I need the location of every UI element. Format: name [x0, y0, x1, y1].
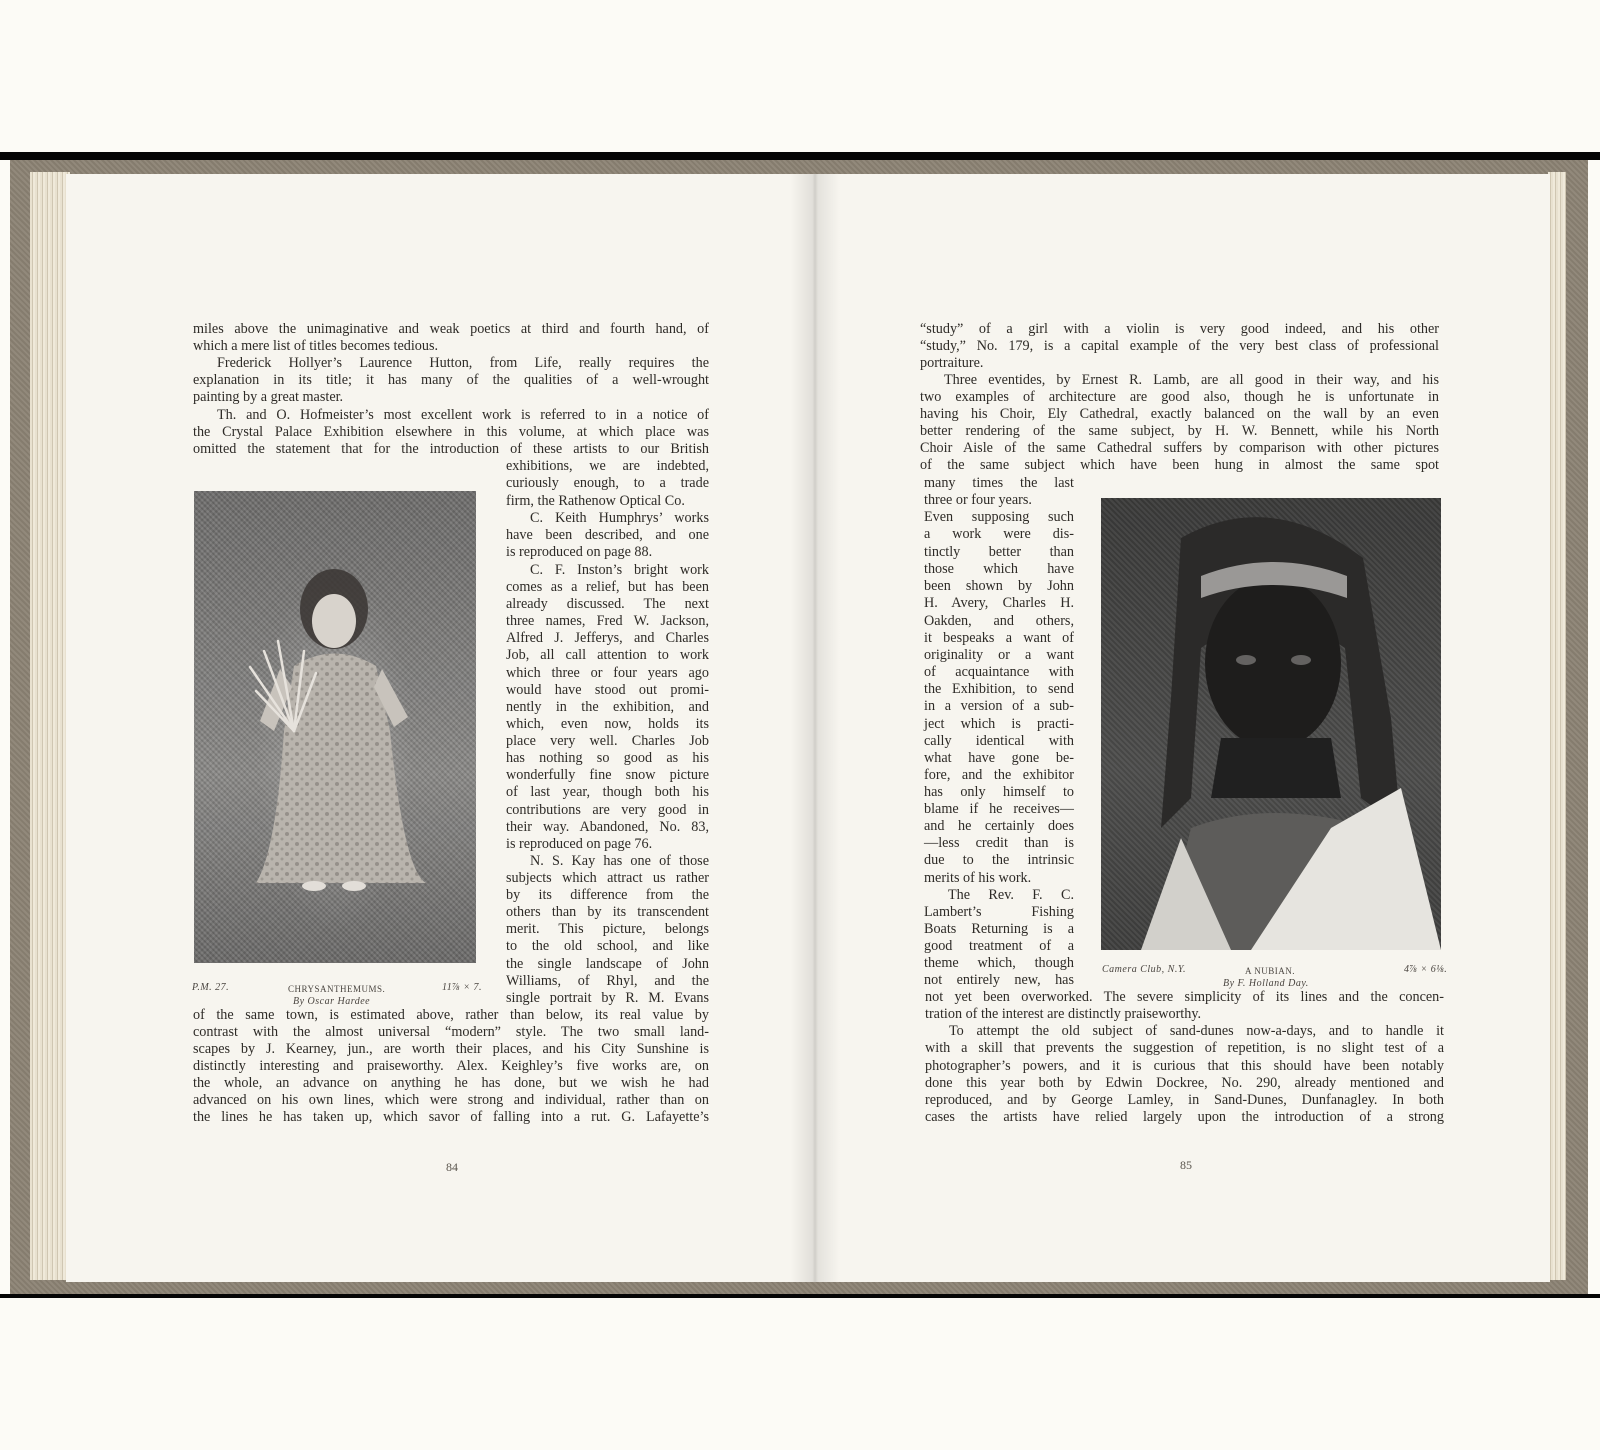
text-line: not entirely new, has	[924, 972, 1074, 988]
text-line: photographer’s powers, and it is curious that this should have been notably	[925, 1058, 1444, 1074]
text-line: cases the artists have relied largely upon the introduction of a strong	[925, 1109, 1444, 1125]
text-line: it bespeaks a want of	[924, 630, 1074, 646]
text-line: Even supposing such	[924, 509, 1074, 525]
text-line: miles above the unimaginative and weak poetics at third and fourth hand, of	[193, 321, 709, 337]
text-line: contributions are very good in	[506, 802, 709, 818]
text-line: which, even now, holds its	[506, 716, 709, 732]
text-line: Williams, of Rhyl, and the	[506, 973, 709, 989]
left-caption-ref: P.M. 27.	[192, 982, 230, 993]
text-line: good treatment of a	[924, 938, 1074, 954]
text-line: painting by a great master.	[193, 389, 344, 405]
text-line: fore, and the exhibitor	[924, 767, 1074, 783]
text-line: the single landscape of John	[506, 956, 709, 972]
text-line: comes as a relief, but has been	[506, 579, 709, 595]
right-caption-author: By F. Holland Day.	[1223, 978, 1309, 989]
text-line: have been described, and one	[506, 527, 709, 543]
left-caption-title: CHRYSANTHEMUMS.	[288, 984, 386, 994]
text-line: the Exhibition, to send	[924, 681, 1074, 697]
text-line: merits of his work.	[924, 870, 1032, 886]
right-caption-ref: Camera Club, N.Y.	[1102, 964, 1186, 975]
right-caption-title: A NUBIAN.	[1245, 966, 1296, 976]
text-line: “study” of a girl with a violin is very good indeed, and his other	[920, 321, 1439, 337]
text-line: already discussed. The next	[506, 596, 709, 612]
text-line: many times the last	[924, 475, 1074, 491]
text-line: portraiture.	[920, 355, 984, 371]
page-edges-right	[1548, 172, 1566, 1280]
text-line: single portrait by R. M. Evans	[506, 990, 709, 1006]
text-line: their way. Abandoned, No. 83,	[506, 819, 709, 835]
text-line: place very well. Charles Job	[506, 733, 709, 749]
text-line: distinctly interesting and praiseworthy. Alex. Keighley’s five works are, on	[193, 1058, 709, 1074]
text-line: by its difference from the	[506, 887, 709, 903]
text-line: of the same subject which have been hung in almost the same spot	[920, 457, 1439, 473]
right-caption-size: 4⅞ × 6⅛.	[1404, 964, 1448, 975]
text-line: “study,” No. 179, is a capital example of the very best class of professional	[920, 338, 1439, 354]
text-line: N. S. Kay has one of those	[530, 853, 709, 869]
text-line: three names, Fred W. Jackson,	[506, 613, 709, 629]
text-line: nently in the exhibition, and	[506, 699, 709, 715]
text-line: Choir Aisle of the same Cathedral suffers by comparison with other pictures	[920, 440, 1439, 456]
text-line: three or four years.	[924, 492, 1032, 508]
text-line: those which have	[924, 561, 1074, 577]
text-line: Three eventides, by Ernest R. Lamb, are all good in their way, and his	[944, 372, 1439, 388]
text-line: better rendering of the same subject, by H. W. Bennett, while his North	[920, 423, 1439, 439]
text-line: advanced on his own lines, which were strong and individual, rather than on	[193, 1092, 709, 1108]
text-line: Th. and O. Hofmeister’s most excellent work is referred to in a notice of	[217, 407, 709, 423]
text-line: contrast with the almost universal “modern” style. The two small land-	[193, 1024, 709, 1040]
text-line: which a mere list of titles becomes tedious.	[193, 338, 439, 354]
text-line: scapes by J. Kearney, jun., are worth their places, and his City Sunshine is	[193, 1041, 709, 1057]
text-line: The Rev. F. C.	[948, 887, 1074, 903]
text-line: which three or four years ago	[506, 665, 709, 681]
text-line: tration of the interest are distinctly praiseworthy.	[925, 1006, 1202, 1022]
text-line: having his Choir, Ely Cathedral, exactly balanced on the wall by an even	[920, 406, 1439, 422]
text-line: blame if he receives—	[924, 801, 1074, 817]
text-line: wonderfully fine snow picture	[506, 767, 709, 783]
text-line: with a skill that prevents the suggestion of repetition, is no slight test of a	[925, 1040, 1444, 1056]
text-line: subjects which attract us rather	[506, 870, 709, 886]
text-line: theme which, though	[924, 955, 1074, 971]
text-line: is reproduced on page 88.	[506, 544, 653, 560]
text-line: explanation in its title; it has many of the qualities of a well-wrought	[193, 372, 709, 388]
text-line: Boats Returning is a	[924, 921, 1074, 937]
text-line: of the same town, is estimated above, rather than below, its real value by	[193, 1007, 709, 1023]
text-line: Job, all call attention to work	[506, 647, 709, 663]
text-line: has only himself to	[924, 784, 1074, 800]
book-gutter	[790, 174, 840, 1282]
text-line: H. Avery, Charles H.	[924, 595, 1074, 611]
text-line: exhibitions, we are indebted,	[506, 458, 709, 474]
text-line: others than by its transcendent	[506, 904, 709, 920]
text-line: of last year, though both his	[506, 784, 709, 800]
text-line: in a version of a sub-	[924, 698, 1074, 714]
text-line: would have stood out promi-	[506, 682, 709, 698]
text-line: Lambert’s Fishing	[924, 904, 1074, 920]
text-line: —less credit than is	[924, 835, 1074, 851]
text-line: due to the intrinsic	[924, 852, 1074, 868]
text-line: tinctly better than	[924, 544, 1074, 560]
right-page-number: 85	[1180, 1158, 1192, 1172]
text-line: To attempt the old subject of sand-dunes now-a-days, and to handle it	[949, 1023, 1444, 1039]
chrysanthemums-photo	[194, 491, 476, 963]
girl-figure-illustration	[194, 491, 476, 963]
text-line: what have gone be-	[924, 750, 1074, 766]
text-line: is reproduced on page 76.	[506, 836, 653, 852]
text-line: been shown by John	[924, 578, 1074, 594]
nubian-portrait-illustration	[1101, 498, 1441, 950]
text-line: two examples of architecture are good also, though he is unfortunate in	[920, 389, 1439, 405]
page-edges-left	[30, 172, 70, 1280]
text-line: reproduced, and by George Lamley, in Sand-Dunes, Dunfanagley. In both	[925, 1092, 1444, 1108]
text-line: done this year both by Edwin Dockree, No. 290, already mentioned and	[925, 1075, 1444, 1091]
text-line: ject which is practi-	[924, 716, 1074, 732]
text-line: C. Keith Humphrys’ works	[530, 510, 709, 526]
text-line: not yet been overworked. The severe simplicity of its lines and the concen-	[925, 989, 1444, 1005]
text-line: the whole, an advance on anything he has done, but we wish he had	[193, 1075, 709, 1091]
left-caption-size: 11⅞ × 7.	[442, 982, 483, 993]
text-line: Alfred J. Jefferys, and Charles	[506, 630, 709, 646]
text-line: has nothing so good as his	[506, 750, 709, 766]
text-line: and he certainly does	[924, 818, 1074, 834]
scan-border-bottom	[0, 1294, 1600, 1298]
text-line: Frederick Hollyer’s Laurence Hutton, from Life, really requires the	[217, 355, 709, 371]
text-line: a work were dis-	[924, 526, 1074, 542]
scan-border-top	[0, 152, 1600, 160]
text-line: C. F. Inston’s bright work	[530, 562, 709, 578]
text-line: originality or a want	[924, 647, 1074, 663]
text-line: the Crystal Palace Exhibition elsewhere in this volume, at which place was	[193, 424, 709, 440]
nubian-photo	[1101, 498, 1441, 950]
text-line: of acquaintance with	[924, 664, 1074, 680]
left-page-number: 84	[446, 1160, 458, 1174]
text-line: omitted the statement that for the introduction of these artists to our British	[193, 441, 709, 457]
text-line: the lines he has taken up, which savor of falling into a rut. G. Lafayette’s	[193, 1109, 709, 1125]
text-line: Oakden, and others,	[924, 613, 1074, 629]
text-line: to the old school, and like	[506, 938, 709, 954]
left-caption-author: By Oscar Hardee	[293, 996, 371, 1007]
text-line: curiously enough, to a trade	[506, 475, 709, 491]
text-line: merit. This picture, belongs	[506, 921, 709, 937]
text-line: cally identical with	[924, 733, 1074, 749]
text-line: firm, the Rathenow Optical Co.	[506, 493, 685, 509]
